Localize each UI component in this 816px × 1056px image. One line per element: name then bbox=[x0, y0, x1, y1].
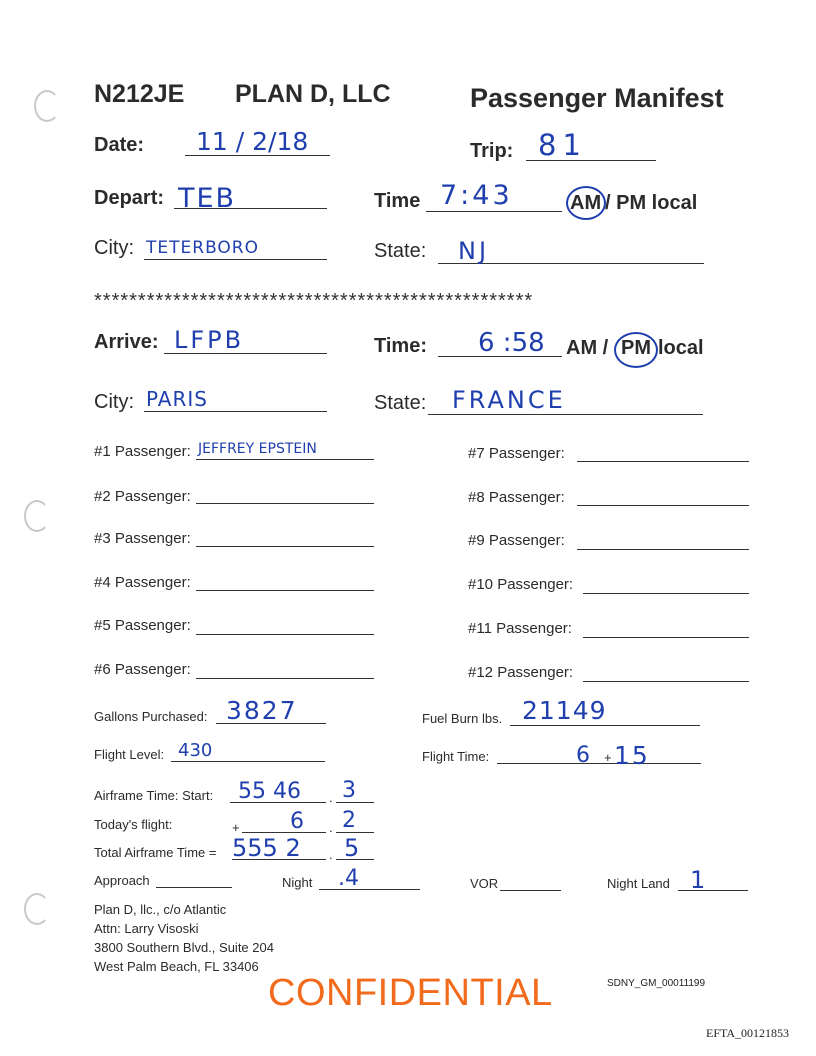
page-title: Passenger Manifest bbox=[470, 83, 724, 113]
passenger-3-line bbox=[196, 546, 374, 547]
airframe-start-label: Airframe Time: Start: bbox=[94, 788, 214, 803]
document-id: SDNY_GM_00011199 bbox=[607, 978, 706, 989]
depart-value: TEB bbox=[178, 183, 237, 214]
bates-number: EFTA_00121853 bbox=[706, 1026, 790, 1040]
night-land-value: 1 bbox=[690, 866, 706, 894]
passenger-4-line bbox=[196, 590, 374, 591]
today-flight-plus: + bbox=[232, 820, 240, 835]
passenger-2-line bbox=[196, 503, 374, 504]
separator-stars: ************************************************** bbox=[94, 290, 534, 312]
trip-label: Trip: bbox=[470, 140, 514, 162]
passenger-8-line bbox=[577, 505, 749, 506]
arrive-city-label: City: bbox=[94, 391, 134, 413]
passenger-12-line bbox=[583, 681, 749, 682]
today-flight-dot: . bbox=[329, 820, 333, 835]
passenger-1-label: #1 Passenger: bbox=[94, 443, 191, 460]
flight-time-label: Flight Time: bbox=[422, 749, 490, 764]
fuel-burn-value: 21149 bbox=[522, 696, 607, 725]
arrive-city-line bbox=[144, 411, 327, 412]
approach-label: Approach bbox=[94, 873, 150, 888]
company-name: PLAN D, LLC bbox=[235, 80, 391, 108]
address-line-1: Plan D, llc., c/o Atlantic bbox=[94, 902, 227, 917]
arrive-state-line bbox=[428, 414, 703, 415]
passenger-1-value: JEFFREY EPSTEIN bbox=[198, 441, 317, 457]
passenger-5-label: #5 Passenger: bbox=[94, 617, 191, 634]
depart-city-label: City: bbox=[94, 237, 134, 259]
address-line-4: West Palm Beach, FL 33406 bbox=[94, 959, 259, 974]
flight-level-line bbox=[171, 761, 325, 762]
total-airframe-label: Total Airframe Time = bbox=[94, 845, 217, 860]
total-airframe-dec: 5 bbox=[344, 834, 360, 862]
passenger-4-label: #4 Passenger: bbox=[94, 574, 191, 591]
depart-time-label: Time bbox=[374, 190, 421, 212]
night-value: .4 bbox=[338, 866, 359, 891]
arrive-time-value: 6 :58 bbox=[478, 328, 545, 358]
approach-line bbox=[156, 887, 232, 888]
night-line bbox=[319, 889, 420, 890]
address-line-3: 3800 Southern Blvd., Suite 204 bbox=[94, 940, 274, 955]
total-airframe-whole: 555 2 bbox=[232, 834, 301, 862]
passenger-10-line bbox=[583, 593, 749, 594]
passenger-8-label: #8 Passenger: bbox=[468, 489, 565, 506]
passenger-6-line bbox=[196, 678, 374, 679]
passenger-9-label: #9 Passenger: bbox=[468, 532, 565, 549]
airframe-start-whole: 55 46 bbox=[238, 779, 301, 804]
address-block bbox=[94, 900, 274, 976]
passenger-7-label: #7 Passenger: bbox=[468, 445, 565, 462]
passenger-1-line bbox=[196, 459, 374, 460]
passenger-6-label: #6 Passenger: bbox=[94, 661, 191, 678]
depart-label: Depart: bbox=[94, 187, 165, 209]
arrive-local-label: local bbox=[658, 337, 704, 359]
total-airframe-dot: . bbox=[329, 847, 333, 862]
passenger-5-line bbox=[196, 634, 374, 635]
depart-state-value: NJ bbox=[458, 237, 490, 265]
date-value: 11 / 2/18 bbox=[196, 127, 309, 156]
depart-state-label: State: bbox=[374, 240, 427, 262]
passenger-11-line bbox=[583, 637, 749, 638]
flight-time-line bbox=[497, 763, 701, 764]
vor-label: VOR bbox=[470, 876, 499, 891]
punch-hole-bottom bbox=[24, 893, 50, 925]
fuel-burn-line bbox=[510, 725, 700, 726]
flight-level-value: 430 bbox=[178, 740, 213, 761]
airframe-start-dot: . bbox=[329, 790, 333, 805]
vor-line bbox=[500, 890, 561, 891]
date-label: Date: bbox=[94, 134, 145, 156]
passenger-9-line bbox=[577, 549, 749, 550]
pm-local-label: / PM local bbox=[605, 192, 698, 214]
passenger-12-label: #12 Passenger: bbox=[468, 664, 574, 681]
depart-city-line bbox=[144, 259, 327, 260]
passenger-7-line bbox=[577, 461, 749, 462]
night-land-label: Night Land bbox=[607, 876, 670, 891]
flight-time-hours: 6 bbox=[576, 743, 590, 768]
arrive-state-value: FRANCE bbox=[452, 386, 566, 414]
passenger-11-label: #11 Passenger: bbox=[468, 620, 572, 637]
depart-time-value: 7:43 bbox=[440, 180, 513, 211]
flight-time-plus: + bbox=[604, 750, 612, 765]
today-flight-label: Today's flight: bbox=[94, 817, 173, 832]
punch-hole-top bbox=[34, 90, 60, 122]
arrive-time-label: Time: bbox=[374, 335, 427, 357]
passenger-3-label: #3 Passenger: bbox=[94, 530, 191, 547]
passenger-2-label: #2 Passenger: bbox=[94, 488, 191, 505]
arrive-state-label: State: bbox=[374, 392, 427, 414]
tail-number: N212JE bbox=[94, 80, 185, 108]
arrive-city-value: PARIS bbox=[146, 387, 208, 411]
gallons-label: Gallons Purchased: bbox=[94, 709, 208, 724]
am-label: AM bbox=[570, 192, 602, 214]
today-flight-dec: 2 bbox=[342, 808, 356, 833]
depart-time-line bbox=[426, 211, 562, 212]
passenger-10-label: #10 Passenger: bbox=[468, 576, 574, 593]
night-label: Night bbox=[282, 875, 313, 890]
trip-value: 81 bbox=[538, 128, 587, 162]
confidential-stamp: CONFIDENTIAL bbox=[268, 972, 553, 1014]
arrive-am-label: AM / bbox=[566, 337, 609, 359]
depart-city-value: TETERBORO bbox=[146, 238, 260, 258]
fuel-burn-label: Fuel Burn lbs. bbox=[422, 711, 503, 726]
flight-time-minutes: 15 bbox=[614, 741, 650, 770]
address-line-2: Attn: Larry Visoski bbox=[94, 921, 199, 936]
arrive-pm-label: PM bbox=[621, 337, 651, 359]
arrive-label: Arrive: bbox=[94, 331, 159, 353]
flight-level-label: Flight Level: bbox=[94, 747, 165, 762]
arrive-value: LFPB bbox=[174, 326, 245, 354]
punch-hole-middle bbox=[24, 500, 50, 532]
gallons-value: 3827 bbox=[226, 696, 298, 725]
today-flight-whole: 6 bbox=[290, 809, 304, 834]
night-land-line bbox=[678, 890, 748, 891]
today-flight-line bbox=[242, 832, 326, 833]
airframe-start-dec: 3 bbox=[342, 778, 356, 803]
